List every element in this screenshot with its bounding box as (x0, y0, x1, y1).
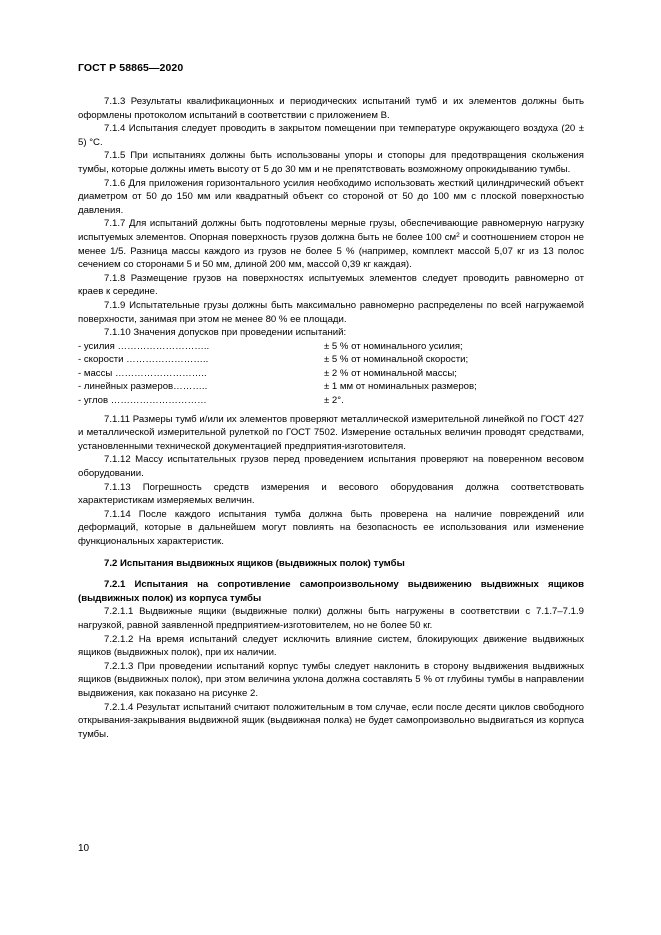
tolerance-row (78, 340, 584, 354)
tolerance-value: ± 5 % от номинальной скорости; (324, 354, 469, 366)
tolerance-value: ± 5 % от номинального усилия; (324, 340, 463, 352)
paragraph-7-2-1-2: 7.2.1.2 На время испытаний следует исключить влияние систем, блокирующих движение выдвижных ящиков (выдвижных полок), при их наличии. (78, 633, 584, 659)
paragraph-7-1-13: 7.1.13 Погрешность средств измерения и весового оборудования должна соответствовать характеристикам измеряемых величин. (78, 481, 584, 507)
tolerance-row (78, 367, 584, 381)
document-header: ГОСТ Р 58865—2020 (78, 62, 184, 74)
spacer (78, 570, 584, 578)
tolerance-label: - усилия ……………………….. (78, 340, 210, 352)
paragraph-7-2-1-1: 7.2.1.1 Выдвижные ящики (выдвижные полки) должны быть нагружены в соответствии с 7.1.7–7.1.9 нагрузкой, равной заявленной предприятием-изготовителем, но не более 50 кг. (78, 606, 584, 631)
paragraph-7-1-3: 7.1.3 Результаты квалификационных и периодических испытаний тумб и их элементов должны быть оформлены протоколом испытаний в соответствии с приложением В. (78, 96, 584, 121)
superscript: 2 (456, 231, 460, 239)
tolerance-label: - массы ……………………….. (78, 367, 207, 379)
section-heading-7-2-1: 7.2.1 Испытания на сопротивление самопроизвольному выдвижению выдвижных ящиков (выдвижных полок) из корпуса тумбы (78, 579, 584, 604)
tolerance-label: - линейных размеров……….. (78, 381, 208, 393)
tolerance-row (78, 353, 584, 367)
tolerance-value: ± 1 мм от номинальных размеров; (324, 381, 477, 393)
tolerance-row (78, 380, 584, 394)
paragraph-7-1-9: 7.1.9 Испытательные грузы должны быть максимально равномерно распределены по всей нагружаемой поверхности, занимая при этом не менее 80 % ее площади. (78, 299, 584, 325)
paragraph-7-1-8: 7.1.8 Размещение грузов на поверхностях испытуемых элементов следует проводить равномерно от краев к середине. (78, 272, 584, 298)
tolerance-value: ± 2 % от номинальной массы; (324, 367, 457, 379)
paragraph-7-2-1-3: 7.2.1.3 При проведении испытаний корпус тумбы следует наклонить в сторону выдвижения выдвижных ящиков (выдвижных полок), при этом величина уклона должна составлять 5 % от глубины тумбы в направлении выдвижения, как показано на рисунке 2. (78, 660, 584, 699)
paragraph-7-1-6: 7.1.6 Для приложения горизонтального усилия необходимо использовать жесткий цилиндрический объект диаметром от 50 до 150 мм или квадратный объект со стороной от 50 до 100 мм с плоской поверхностью давления. (78, 177, 584, 216)
tolerance-row (78, 394, 584, 408)
document-body (78, 95, 584, 741)
tolerance-list (78, 340, 584, 408)
paragraph-7-1-12: 7.1.12 Массу испытательных грузов перед проведением испытания проверяют на поверенном весовом оборудовании. (78, 454, 584, 480)
paragraph-7-1-4: 7.1.4 Испытания следует проводить в закрытом помещении при температуре окружающего воздуха (20 ± 5) °С. (78, 123, 584, 148)
paragraph-7-1-7-part2: и соотношением сторон не менее 1/5. Разница массы каждого из грузов не более 5 % (например, комплект массой 5,07 кг из 13 полос сечением со сторонами 5 и 50 мм, длиной 200 мм, массой 0,39 кг каждая). (78, 231, 584, 271)
paragraph-7-2-1-4: 7.2.1.4 Результат испытаний считают положительным в том случае, если после десяти циклов свободного открывания-закрывания выдвижной ящик (выдвижная полка) не будет самопроизвольно выдвигаться из корпуса тумбы. (78, 701, 584, 740)
paragraph-7-1-7 (78, 217, 584, 271)
paragraph-7-1-7-part1: 7.1.7 Для испытаний должны быть подготовлены мерные грузы, обеспечивающие равномерную нагрузку испытуемых элементов. Опорная поверхность грузов должна быть не более 100 см (78, 218, 584, 243)
paragraph-7-1-14: 7.1.14 После каждого испытания тумба должна быть проверена на наличие повреждений или деформаций, которые в дальнейшем могут повлиять на безопасность ее использования или изменение функциональных характеристик. (78, 508, 584, 547)
tolerance-label: - скорости …………………….. (78, 354, 209, 366)
tolerance-label: - углов ………………………… (78, 395, 207, 407)
section-heading-7-2: 7.2 Испытания выдвижных ящиков (выдвижных полок) тумбы (104, 557, 405, 569)
spacer (78, 549, 584, 557)
tolerance-value: ± 2°. (324, 395, 344, 407)
paragraph-7-1-5: 7.1.5 При испытаниях должны быть использованы упоры и стопоры для предотвращения скольжения тумбы, которые должны иметь высоту от 5 до 30 мм и не препятствовать возможному опрокидыванию тумбы. (78, 150, 584, 175)
paragraph-7-1-11: 7.1.11 Размеры тумб и/или их элементов проверяют металлической измерительной линейкой по ГОСТ 427 и металлической измерительной рулеткой по ГОСТ 7502. Измерение остальных величин проводят средствами, установленными технической документацией предприятия-изготовителя. (78, 413, 584, 452)
paragraph-7-1-10: 7.1.10 Значения допусков при проведении испытаний: (104, 327, 347, 339)
page-number: 10 (78, 843, 90, 854)
